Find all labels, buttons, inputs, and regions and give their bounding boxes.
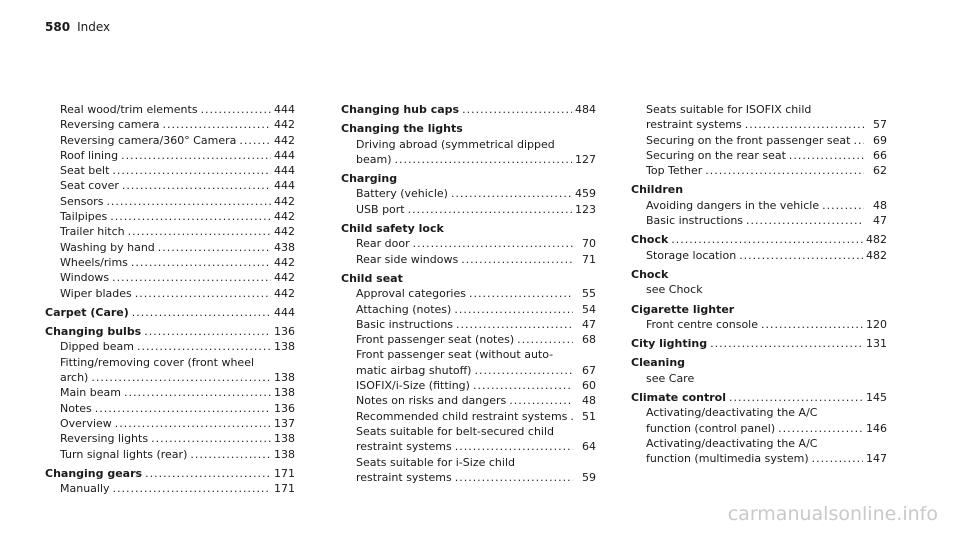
index-subentry[interactable]: Notes ..... 136 xyxy=(45,401,295,416)
index-heading: Cleaning xyxy=(631,356,686,370)
index-heading: Changing the lights xyxy=(341,122,463,136)
index-heading: Charging xyxy=(341,172,398,186)
index-subentry[interactable]: Real wood/trim elements ..... 444 xyxy=(45,102,295,117)
index-heading: Chock xyxy=(631,267,669,281)
index-entry[interactable]: Changing gears ..... 171 xyxy=(45,466,295,481)
index-subentry[interactable]: Wiper blades ..... 442 xyxy=(45,286,295,301)
index-subentry-line: Driving abroad (symmetrical dipped xyxy=(356,137,555,151)
index-subentry[interactable]: Avoiding dangers in the vehicle ..... 48 xyxy=(631,198,887,213)
index-subentry-line: Seats suitable for i-Size child xyxy=(356,455,515,469)
index-see-reference[interactable]: see Chock xyxy=(646,283,703,297)
index-subentry[interactable]: Dipped beam ..... 138 xyxy=(45,339,295,354)
index-subentry[interactable]: Approval categories ..... 55 xyxy=(341,286,596,301)
index-subentry[interactable]: Front passenger seat (notes) ..... 68 xyxy=(341,332,596,347)
index-subentry[interactable]: matic airbag shutoff) ..... 67 xyxy=(341,363,596,378)
index-subentry[interactable]: Attaching (notes) ..... 54 xyxy=(341,302,596,317)
index-heading: Child seat xyxy=(341,271,403,285)
index-subentry[interactable]: Recommended child restraint systems ..... 51 xyxy=(341,409,596,424)
index-column-3 xyxy=(631,102,887,467)
index-subentry[interactable]: Securing on the rear seat ..... 66 xyxy=(631,148,887,163)
index-subentry[interactable]: Rear door ..... 70 xyxy=(341,236,596,251)
index-subentry[interactable]: Trailer hitch ..... 442 xyxy=(45,224,295,239)
index-column-1 xyxy=(45,102,295,496)
section-title: Index xyxy=(77,20,111,34)
index-heading: Child safety lock xyxy=(341,222,444,236)
index-subentry[interactable]: Washing by hand ..... 438 xyxy=(45,240,295,255)
index-column-2 xyxy=(341,102,596,485)
index-subentry[interactable]: arch) ..... 138 xyxy=(45,370,295,385)
index-subentry[interactable]: Overview ..... 137 xyxy=(45,416,295,431)
index-entry[interactable]: Changing hub caps ..... 484 xyxy=(341,102,596,117)
index-subentry[interactable]: Securing on the front passenger seat ..... 69 xyxy=(631,133,887,148)
index-heading: Children xyxy=(631,183,684,197)
index-subentry[interactable]: Seat belt ..... 444 xyxy=(45,163,295,178)
index-entry[interactable]: Chock ..... 482 xyxy=(631,232,887,247)
index-subentry[interactable]: Roof lining ..... 444 xyxy=(45,148,295,163)
index-subentry[interactable]: restraint systems ..... 64 xyxy=(341,439,596,454)
index-subentry[interactable]: restraint systems ..... 57 xyxy=(631,117,887,132)
index-subentry[interactable]: Turn signal lights (rear) ..... 138 xyxy=(45,447,295,462)
index-subentry[interactable]: Manually ..... 171 xyxy=(45,481,295,496)
index-subentry[interactable]: Windows ..... 442 xyxy=(45,270,295,285)
index-subentry[interactable]: Rear side windows ..... 71 xyxy=(341,252,596,267)
index-subentry[interactable]: Seat cover ..... 444 xyxy=(45,178,295,193)
index-subentry[interactable]: Top Tether ..... 62 xyxy=(631,163,887,178)
index-subentry[interactable]: Battery (vehicle) ..... 459 xyxy=(341,186,596,201)
watermark: carmanualsonline.info xyxy=(727,503,938,525)
index-subentry[interactable]: Storage location ..... 482 xyxy=(631,248,887,263)
index-subentry[interactable]: Basic instructions ..... 47 xyxy=(341,317,596,332)
index-subentry[interactable]: Notes on risks and dangers ..... 48 xyxy=(341,393,596,408)
index-subentry[interactable]: Sensors ..... 442 xyxy=(45,194,295,209)
index-heading: Cigarette lighter xyxy=(631,302,735,316)
index-subentry[interactable]: Reversing camera ..... 442 xyxy=(45,117,295,132)
index-subentry[interactable]: Reversing camera/360° Camera ..... 442 xyxy=(45,133,295,148)
index-subentry[interactable]: USB port ..... 123 xyxy=(341,202,596,217)
index-entry[interactable]: Climate control ..... 145 xyxy=(631,390,887,405)
page-number: 580 xyxy=(45,20,71,34)
index-subentry-line: Front passenger seat (without auto- xyxy=(356,348,554,362)
index-subentry-line: Activating/deactivating the A/C xyxy=(646,406,818,420)
index-see-reference[interactable]: see Care xyxy=(646,371,695,385)
index-entry[interactable]: City lighting ..... 131 xyxy=(631,336,887,351)
index-subentry[interactable]: Main beam ..... 138 xyxy=(45,385,295,400)
index-subentry[interactable]: function (multimedia system) ..... 147 xyxy=(631,451,887,466)
index-entry[interactable]: Changing bulbs ..... 136 xyxy=(45,324,295,339)
index-entry[interactable]: Carpet (Care) ..... 444 xyxy=(45,305,295,320)
index-subentry-line: Seats suitable for ISOFIX child xyxy=(646,103,812,116)
index-subentry[interactable]: Tailpipes ..... 442 xyxy=(45,209,295,224)
index-subentry[interactable]: Wheels/rims ..... 442 xyxy=(45,255,295,270)
index-subentry[interactable]: restraint systems ..... 59 xyxy=(341,470,596,485)
index-subentry[interactable]: beam) ..... 127 xyxy=(341,152,596,167)
index-subentry[interactable]: Front centre console ..... 120 xyxy=(631,317,887,332)
page-header xyxy=(45,20,110,34)
index-subentry[interactable]: ISOFIX/i-Size (fitting) ..... 60 xyxy=(341,378,596,393)
index-subentry-line: Fitting/removing cover (front wheel xyxy=(60,355,255,369)
index-subentry[interactable]: function (control panel) ..... 146 xyxy=(631,421,887,436)
index-subentry-line: Seats suitable for belt-secured child xyxy=(356,424,555,438)
index-subentry[interactable]: Reversing lights ..... 138 xyxy=(45,431,295,446)
index-subentry[interactable]: Basic instructions ..... 47 xyxy=(631,213,887,228)
index-subentry-line: Activating/deactivating the A/C xyxy=(646,436,818,450)
